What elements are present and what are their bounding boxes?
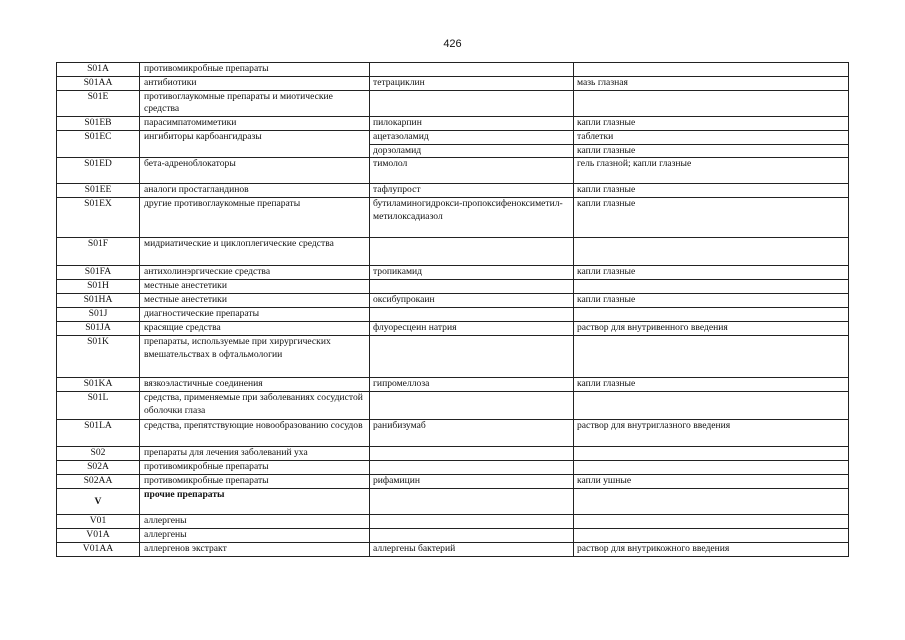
substance-cell	[370, 336, 574, 378]
atc-code-cell: V01	[57, 515, 140, 529]
table-row	[57, 116, 849, 130]
dosage-form-cell: раствор для внутриглазного введения	[574, 420, 849, 447]
group-name-cell: противомикробные препараты	[140, 461, 370, 475]
substance-cell	[370, 63, 574, 77]
table-row	[57, 420, 849, 447]
dosage-form-cell: раствор для внутрикожного введения	[574, 543, 849, 557]
substance-cell: пилокарпин	[370, 116, 574, 130]
dosage-form-cell: капли глазные	[574, 378, 849, 392]
group-name-cell: ингибиторы карбоангидразы	[140, 130, 370, 158]
table-row	[57, 543, 849, 557]
table-row	[57, 392, 849, 420]
atc-code-cell: S01K	[57, 336, 140, 378]
substance-cell: тропикамид	[370, 266, 574, 280]
dosage-form-cell: мазь глазная	[574, 76, 849, 90]
substance-cell	[370, 90, 574, 116]
substance-cell: тетрациклин	[370, 76, 574, 90]
table-row	[57, 130, 849, 144]
substance-cell: ацетазоламид	[370, 130, 574, 144]
group-name-cell: антибиотики	[140, 76, 370, 90]
table-row	[57, 158, 849, 184]
group-name-cell: местные анестетики	[140, 280, 370, 294]
dosage-form-cell	[574, 280, 849, 294]
substance-cell	[370, 461, 574, 475]
dosage-form-cell	[574, 461, 849, 475]
table-row	[57, 198, 849, 238]
group-name-cell: средства, препятствующие новообразованию сосудов	[140, 420, 370, 447]
table-row	[57, 489, 849, 515]
group-name-cell: аллергены	[140, 529, 370, 543]
group-name-cell: бета-адреноблокаторы	[140, 158, 370, 184]
atc-code-cell: S01HA	[57, 294, 140, 308]
table-row	[57, 529, 849, 543]
atc-code-cell: S01A	[57, 63, 140, 77]
group-name-cell: противомикробные препараты	[140, 63, 370, 77]
group-name-cell: аллергены	[140, 515, 370, 529]
table-row	[57, 322, 849, 336]
dosage-form-cell: капли глазные	[574, 184, 849, 198]
table-row	[57, 63, 849, 77]
substance-cell: тимолол	[370, 158, 574, 184]
dosage-form-cell	[574, 238, 849, 266]
substance-cell	[370, 392, 574, 420]
atc-code-cell: S01AA	[57, 76, 140, 90]
group-name-cell: препараты для лечения заболеваний уха	[140, 447, 370, 461]
table-row	[57, 447, 849, 461]
atc-code-cell: S01L	[57, 392, 140, 420]
dosage-form-cell: капли глазные	[574, 198, 849, 238]
group-name-cell: мидриатические и циклоплегические средства	[140, 238, 370, 266]
substance-cell: бутиламиногидрокси-пропоксифеноксиметил-метилоксадиазол	[370, 198, 574, 238]
atc-code-cell: S01H	[57, 280, 140, 294]
table-row	[57, 238, 849, 266]
dosage-form-cell: гель глазной; капли глазные	[574, 158, 849, 184]
page-number: 426	[443, 38, 462, 50]
dosage-form-cell	[574, 63, 849, 77]
substance-cell: оксибупрокаин	[370, 294, 574, 308]
substance-cell: рифамицин	[370, 475, 574, 489]
table-row	[57, 294, 849, 308]
atc-code-cell: S01EB	[57, 116, 140, 130]
substance-cell	[370, 238, 574, 266]
atc-code-cell: S01EC	[57, 130, 140, 158]
substance-cell: флуоресцеин натрия	[370, 322, 574, 336]
table-row	[57, 280, 849, 294]
table-row	[57, 475, 849, 489]
atc-code-cell: S01ED	[57, 158, 140, 184]
substance-cell	[370, 447, 574, 461]
group-name-cell: вязкоэластичные соединения	[140, 378, 370, 392]
dosage-form-cell: таблетки	[574, 130, 849, 144]
dosage-form-cell	[574, 336, 849, 378]
substance-cell	[370, 280, 574, 294]
dosage-form-cell: капли ушные	[574, 475, 849, 489]
dosage-form-cell	[574, 529, 849, 543]
atc-code-cell: V01AA	[57, 543, 140, 557]
dosage-form-cell	[574, 308, 849, 322]
table-row	[57, 184, 849, 198]
substance-cell	[370, 308, 574, 322]
dosage-form-cell: капли глазные	[574, 294, 849, 308]
substance-cell: дорзоламид	[370, 144, 574, 158]
group-name-cell: прочие препараты	[140, 489, 370, 515]
dosage-form-cell	[574, 489, 849, 515]
group-name-cell: парасимпатомиметики	[140, 116, 370, 130]
group-name-cell: аналоги простагландинов	[140, 184, 370, 198]
table-row	[57, 90, 849, 116]
atc-code-cell: S01JA	[57, 322, 140, 336]
substance-cell: ранибизумаб	[370, 420, 574, 447]
dosage-form-cell	[574, 392, 849, 420]
substance-cell	[370, 515, 574, 529]
group-name-cell: аллергенов экстракт	[140, 543, 370, 557]
group-name-cell: антихолинэргические средства	[140, 266, 370, 280]
substance-cell: гипромеллоза	[370, 378, 574, 392]
table-row	[57, 76, 849, 90]
atc-code-cell: S01E	[57, 90, 140, 116]
dosage-form-cell	[574, 515, 849, 529]
group-name-cell: красящие средства	[140, 322, 370, 336]
atc-code-cell: S02AA	[57, 475, 140, 489]
atc-code-cell: S01EX	[57, 198, 140, 238]
atc-code-cell: S02	[57, 447, 140, 461]
atc-code-cell: S01EE	[57, 184, 140, 198]
atc-code-cell: S02A	[57, 461, 140, 475]
atc-code-cell: S01J	[57, 308, 140, 322]
group-name-cell: местные анестетики	[140, 294, 370, 308]
substance-cell: тафлупрост	[370, 184, 574, 198]
atc-code-cell: S01F	[57, 238, 140, 266]
group-name-cell: средства, применяемые при заболеваниях сосудистой оболочки глаза	[140, 392, 370, 420]
substance-cell	[370, 529, 574, 543]
dosage-form-cell: раствор для внутривенного введения	[574, 322, 849, 336]
group-name-cell: противомикробные препараты	[140, 475, 370, 489]
table-row	[57, 336, 849, 378]
atc-code-cell: S01LA	[57, 420, 140, 447]
table-row	[57, 308, 849, 322]
atc-code-cell: V01A	[57, 529, 140, 543]
substance-cell	[370, 489, 574, 515]
dosage-form-cell: капли глазные	[574, 266, 849, 280]
dosage-form-cell: капли глазные	[574, 144, 849, 158]
dosage-form-cell	[574, 447, 849, 461]
table-row	[57, 266, 849, 280]
group-name-cell: противоглаукомные препараты и миотические средства	[140, 90, 370, 116]
group-name-cell: препараты, используемые при хирургических вмешательствах в офтальмологии	[140, 336, 370, 378]
table-row	[57, 461, 849, 475]
substance-cell: аллергены бактерий	[370, 543, 574, 557]
table-row	[57, 378, 849, 392]
group-name-cell: диагностические препараты	[140, 308, 370, 322]
atc-code-cell: S01FA	[57, 266, 140, 280]
drug-table	[56, 62, 849, 557]
table-row	[57, 515, 849, 529]
dosage-form-cell	[574, 90, 849, 116]
atc-code-cell: S01KA	[57, 378, 140, 392]
group-name-cell: другие противоглаукомные препараты	[140, 198, 370, 238]
dosage-form-cell: капли глазные	[574, 116, 849, 130]
atc-code-cell: V	[57, 489, 140, 515]
